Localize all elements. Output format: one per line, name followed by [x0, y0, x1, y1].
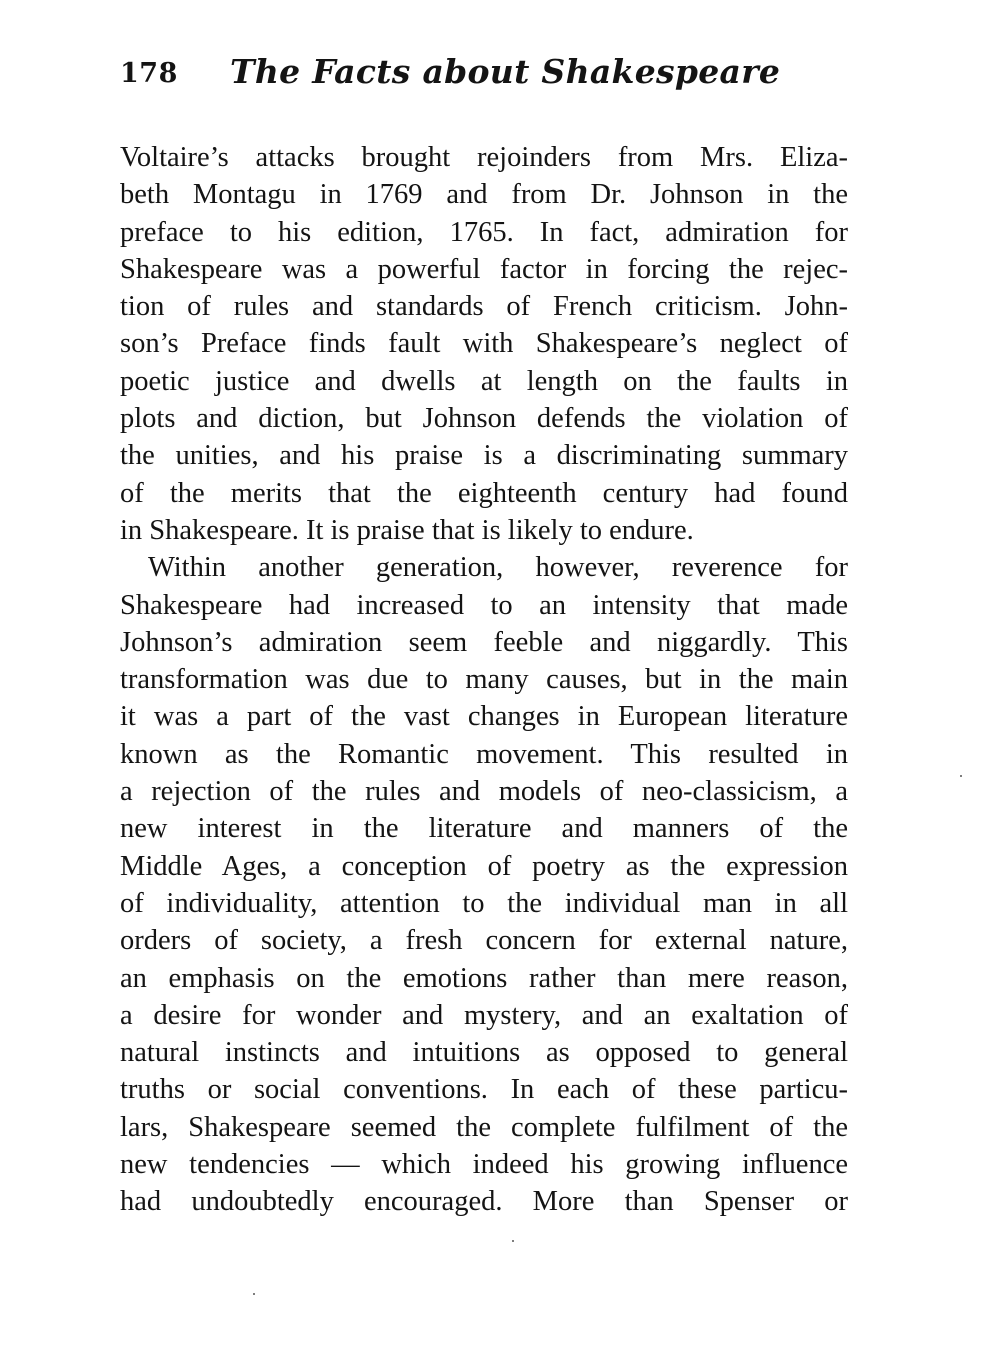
text-line: a rejection of the rules and models of neo-classicism, a	[120, 776, 848, 808]
text-line: it was a part of the vast changes in European literature	[120, 701, 848, 733]
text-line: son’s Preface finds fault with Shakespeare’s neglect of	[120, 328, 848, 360]
scan-speck	[960, 775, 962, 777]
text-line: in Shakespeare. It is praise that is likely to endure.	[120, 514, 694, 546]
text-line: an emphasis on the emotions rather than mere reason,	[120, 962, 848, 994]
text-line: tion of rules and standards of French criticism. John-	[120, 291, 848, 323]
text-line: new tendencies — which indeed his growing influence	[120, 1149, 848, 1181]
body-text	[120, 139, 848, 1221]
text-line: lars, Shakespeare seemed the complete fulfilment of the	[120, 1111, 848, 1143]
page-number: 178	[120, 58, 178, 89]
text-line: a desire for wonder and mystery, and an exaltation of	[120, 999, 848, 1031]
text-line: new interest in the literature and manners of the	[120, 813, 848, 845]
text-line: truths or social conventions. In each of these particu-	[120, 1074, 848, 1106]
text-line: poetic justice and dwells at length on the faults in	[120, 365, 848, 397]
text-line: Within another generation, however, reverence for	[148, 552, 848, 584]
text-line: natural instincts and intuitions as opposed to general	[120, 1037, 848, 1069]
text-line: Shakespeare was a powerful factor in forcing the rejec-	[120, 253, 848, 285]
text-line: of individuality, attention to the individual man in all	[120, 887, 848, 919]
text-line: orders of society, a fresh concern for external nature,	[120, 925, 848, 957]
text-line: Middle Ages, a conception of poetry as the expression	[120, 850, 848, 882]
text-line: of the merits that the eighteenth century had found	[120, 477, 848, 509]
scan-speck	[253, 1293, 255, 1295]
text-line: plots and diction, but Johnson defends the violation of	[120, 403, 848, 435]
text-line: transformation was due to many causes, but in the main	[120, 664, 848, 696]
text-line: Voltaire’s attacks brought rejoinders from Mrs. Eliza-	[120, 142, 848, 173]
text-line: beth Montagu in 1769 and from Dr. Johnson in the	[120, 179, 848, 211]
text-line: preface to his edition, 1765. In fact, admiration for	[120, 216, 848, 248]
scan-speck	[512, 1240, 514, 1242]
text-line: had undoubtedly encouraged. More than Spenser or	[120, 1186, 848, 1218]
running-head	[120, 52, 850, 102]
text-line: Shakespeare had increased to an intensity that made	[120, 589, 848, 621]
running-title: The Facts about Shakespeare	[230, 52, 781, 91]
text-line: Johnson’s admiration seem feeble and niggardly. This	[120, 626, 848, 658]
text-line: the unities, and his praise is a discriminating summary	[120, 440, 848, 472]
text-line: known as the Romantic movement. This resulted in	[120, 738, 848, 770]
